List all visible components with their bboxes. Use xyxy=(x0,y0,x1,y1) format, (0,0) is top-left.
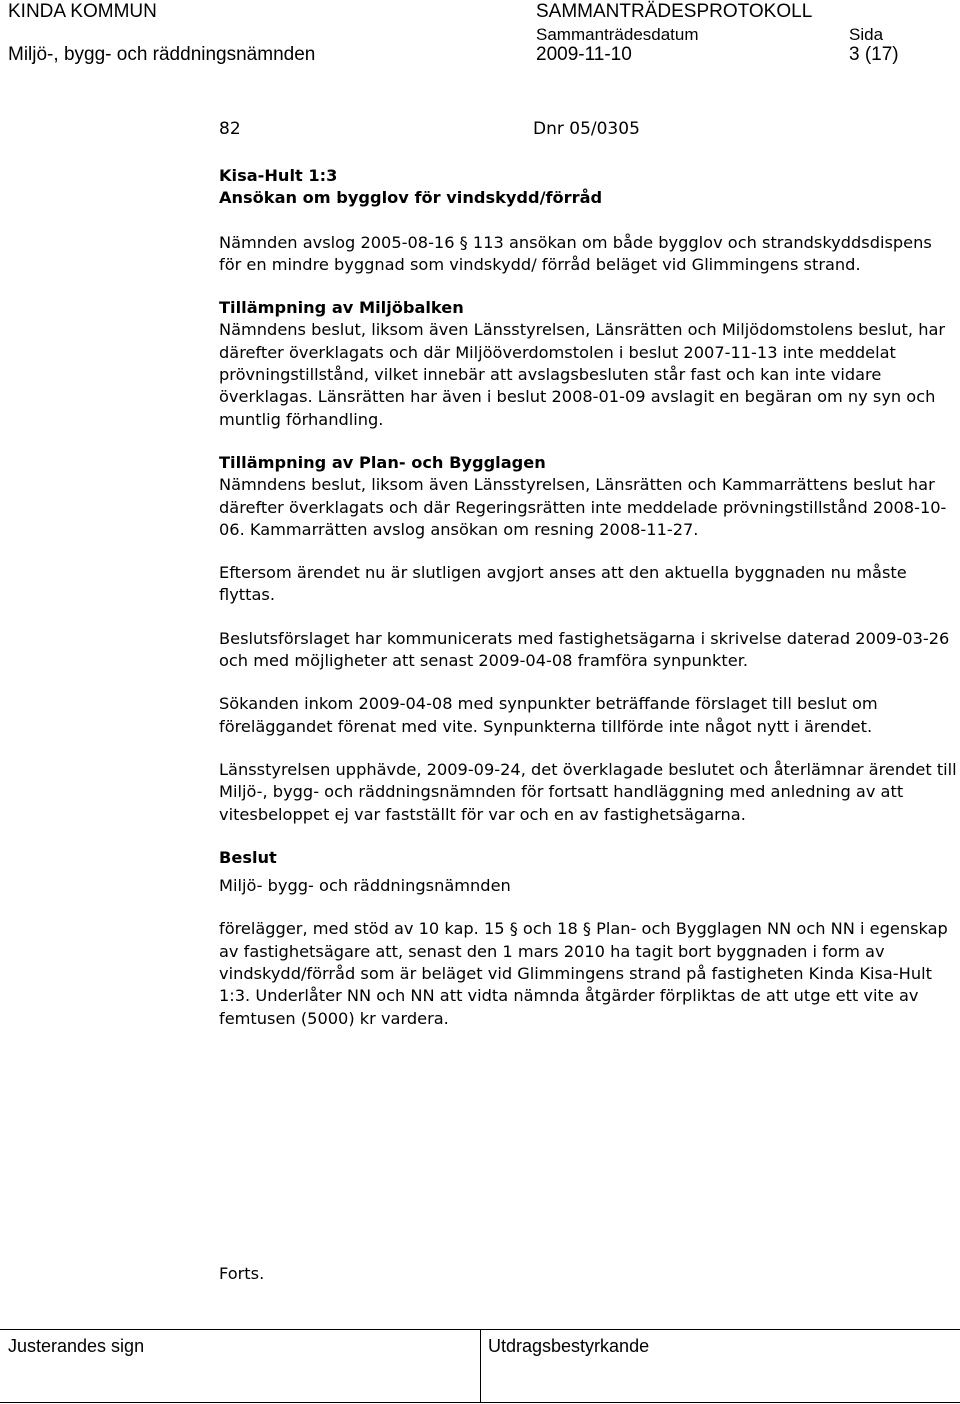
page-label: Sida xyxy=(849,25,884,44)
heading-miljobalken: Tillämpning av Miljöbalken xyxy=(219,298,464,318)
paragraph-miljobalken: Nämndens beslut, liksom även Länsstyrelsen, Länsrätten och Miljödomstolens beslut, har därefter överklagats och där Miljööverdomstolen i beslut 2007-11-13 inte meddelat prövningstillstånd, vilket innebär att avslagsbesluten står fast och kan inte vidare överklagas. Länsrätten har även i beslut 2008-01-09 avslagit en begäran om ny syn och muntlig förhandling. xyxy=(219,320,946,429)
decision-text: förelägger, med stöd av 10 kap. 15 § och 18 § Plan- och Bygglagen NN och NN i egenskap av fastighetsägare att, senast den 1 mars 2010 ha tagit bort byggnaden i form av vindskydd/förråd som är beläget vid Glimmingens strand på fastigheten Kinda Kisa-Hult 1:3. Underlåter NN och NN att vidta nämnda åtgärder förpliktas de att utge ett vite av femtusen (5000) kr vardera. xyxy=(219,919,948,1028)
signature-footer xyxy=(0,1329,960,1403)
paragraph-must-move: Eftersom ärendet nu är slutligen avgjort anses att den aktuella byggnaden nu måste flyttas. xyxy=(219,563,907,605)
document-body xyxy=(219,165,959,1030)
committee-name: Miljö-, bygg- och räddningsnämnden xyxy=(8,44,316,65)
document-type: SAMMANTRÄDESPROTOKOLL xyxy=(536,1,813,22)
paragraph-pbl: Nämndens beslut, liksom även Länsstyrelsen, Länsrätten och Kammarrättens beslut har därefter överklagats och där Regeringsrätten inte meddelade prövningstillstånd 2008-10-06. Kammarrätten avslog ansökan om resning 2008-11-27. xyxy=(219,475,947,539)
paragraph-applicant-response: Sökanden inkom 2009-04-08 med synpunkter beträffande förslaget till beslut om föreläggandet förenat med vite. Synpunkterna tillförde inte något nytt i ärendet. xyxy=(219,694,878,736)
continued-note: Forts. xyxy=(219,1264,265,1283)
paragraph-lansstyrelsen: Länsstyrelsen upphävde, 2009-09-24, det överklagade beslutet och återlämnar ärendet till Miljö-, bygg- och räddningsnämnden för fortsatt handläggning med anledning av att vitesbeloppet ej var fastställt för var och en av fastighetsägarna. xyxy=(219,759,957,824)
case-title-subject: Ansökan om bygglov för vindskydd/förråd xyxy=(219,188,603,208)
paragraph-background: Nämnden avslog 2005-08-16 § 113 ansökan om både bygglov och strandskyddsdispens för en mindre byggnad som vindskydd/ förråd beläget vid Glimmingens strand. xyxy=(219,232,932,274)
meeting-date: 2009-11-10 xyxy=(536,44,632,65)
heading-pbl: Tillämpning av Plan- och Bygglagen xyxy=(219,452,546,472)
paragraph-communicated: Beslutsförslaget har kommunicerats med fastighetsägarna i skrivelse daterad 2009-03-26 och med möjligheter att senast 2009-04-08 framföra synpunkter. xyxy=(219,628,950,671)
page-number: 3 (17) xyxy=(849,44,899,65)
case-meta xyxy=(219,119,640,139)
case-number: 82 xyxy=(219,119,241,139)
date-label: Sammanträdesdatum xyxy=(536,25,699,44)
heading-beslut: Beslut xyxy=(219,847,277,867)
certification-label: Utdragsbestyrkande xyxy=(488,1336,650,1356)
diary-number: Dnr 05/0305 xyxy=(533,119,640,139)
footer-divider xyxy=(480,1330,481,1402)
case-title-property: Kisa-Hult 1:3 xyxy=(219,166,338,185)
decision-body: Miljö- bygg- och räddningsnämnden xyxy=(219,876,511,896)
org-name: KINDA KOMMUN xyxy=(8,1,157,22)
reviewer-signature-label: Justerandes sign xyxy=(8,1336,145,1356)
